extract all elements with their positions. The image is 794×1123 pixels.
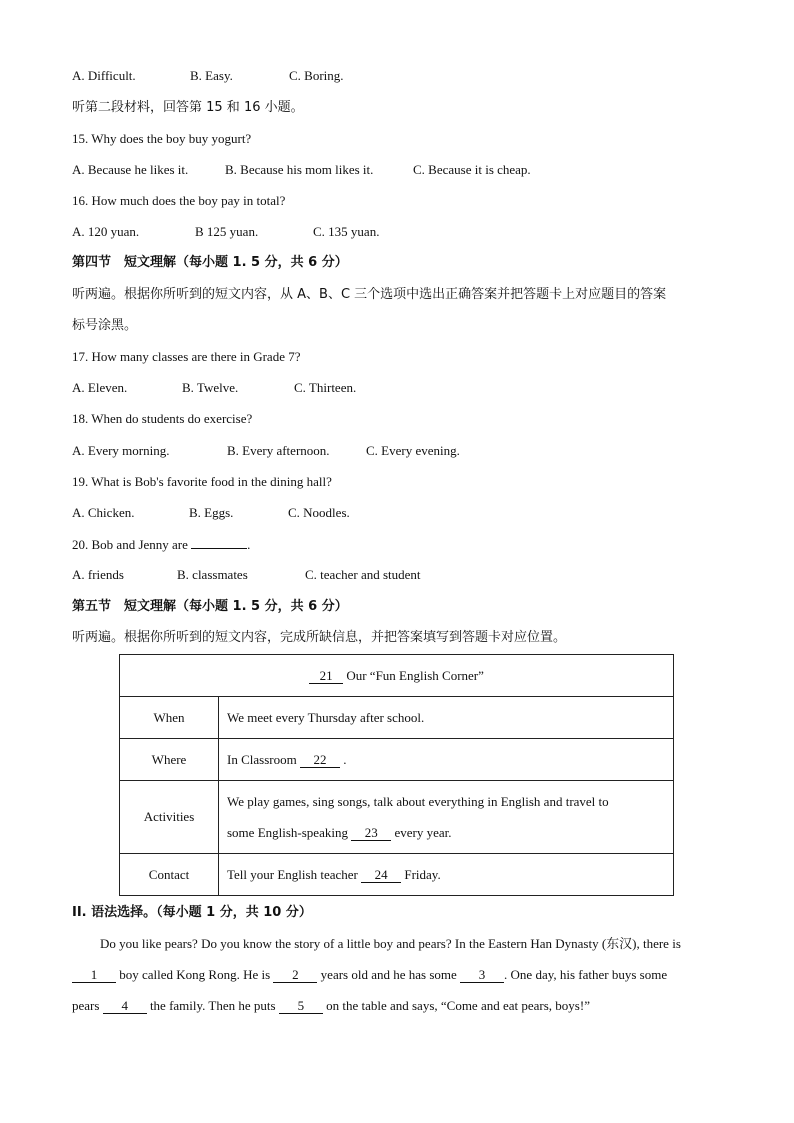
q15-option-b: B. Because his mom likes it. xyxy=(225,162,374,177)
activities-label: Activities xyxy=(120,781,219,854)
section-two-instruction: 听第二段材料，回答第 15 和 16 小题。 xyxy=(72,100,304,115)
q16-option-b: B 125 yuan. xyxy=(195,224,259,239)
blank-23: 23 xyxy=(351,826,391,841)
contact-prefix: Tell your English teacher xyxy=(227,866,358,882)
q20-question: 20. Bob and Jenny are . xyxy=(72,537,251,552)
contact-label: Contact xyxy=(120,854,219,896)
q19-option-b: B. Eggs. xyxy=(189,505,234,520)
q17-option-c: C. Thirteen. xyxy=(294,380,357,395)
table-title-row xyxy=(120,655,674,697)
blank-22: 22 xyxy=(300,753,340,768)
activities-value xyxy=(219,781,674,854)
passage-text-4: the family. Then he puts xyxy=(149,998,276,1013)
table-title-cell xyxy=(120,655,674,697)
q20-answer-blank xyxy=(191,536,247,549)
q18-option-a: A. Every morning. xyxy=(72,443,170,458)
q18-option-c: C. Every evening. xyxy=(366,443,460,458)
table-title-text: Our “Fun English Corner” xyxy=(346,667,484,683)
q20-option-c: C. teacher and student xyxy=(305,567,421,582)
q20-option-a: A. friends xyxy=(72,567,124,582)
passage-text-1: boy called Kong Rong. He is xyxy=(119,967,271,982)
blank-5: 5 xyxy=(279,999,323,1014)
q16-option-a: A. 120 yuan. xyxy=(72,224,140,239)
contact-value xyxy=(219,854,674,896)
q14-option-a: A. Difficult. xyxy=(72,68,136,83)
blank-1: 1 xyxy=(72,968,116,983)
activities-line2-suffix: every year. xyxy=(394,825,452,840)
fun-english-corner-table xyxy=(119,654,674,896)
where-suffix: . xyxy=(343,751,347,767)
q19-question: 19. What is Bob's favorite food in the dining hall? xyxy=(72,474,332,489)
q14-option-c: C. Boring. xyxy=(289,68,344,83)
q16-option-c: C. 135 yuan. xyxy=(313,224,380,239)
part4-heading: 第四节 短文理解（每小题 1. 5 分，共 6 分） xyxy=(72,255,348,270)
q17-option-a: A. Eleven. xyxy=(72,380,128,395)
table-row-contact xyxy=(120,854,674,896)
blank-24: 24 xyxy=(361,868,401,883)
activities-line1: We play games, sing songs, talk about everything in English and travel to xyxy=(227,794,609,809)
when-label: When xyxy=(120,697,219,739)
q17-option-b: B. Twelve. xyxy=(182,380,239,395)
where-value xyxy=(219,739,674,781)
q16-question: 16. How much does the boy pay in total? xyxy=(72,193,286,208)
grammar-heading: II. 语法选择。（每小题 1 分，共 10 分） xyxy=(72,905,312,920)
passage-text-0: pears xyxy=(72,998,100,1013)
q15-question: 15. Why does the boy buy yogurt? xyxy=(72,131,252,146)
table-row-when xyxy=(120,697,674,739)
contact-suffix: Friday. xyxy=(404,866,441,882)
where-label: Where xyxy=(120,739,219,781)
part5-instruction: 听两遍。根据你所听到的短文内容，完成所缺信息，并把答案填写到答题卡对应位置。 xyxy=(72,630,567,645)
part4-instruction-line1: 听两遍。根据你所听到的短文内容，从 A、B、C 三个选项中选出正确答案并把答题卡上对应题目的答案 xyxy=(72,287,667,302)
table-row-where xyxy=(120,739,674,781)
passage-line1: Do you like pears? Do you know the story of a little boy and pears? In the Eastern Han Dynasty (东汉), there is xyxy=(100,936,681,951)
table-row-activities xyxy=(120,781,674,854)
blank-3: 3 xyxy=(460,968,504,983)
part4-instruction-line2: 标号涂黑。 xyxy=(72,318,138,333)
activities-line2 xyxy=(227,817,665,848)
where-prefix: In Classroom xyxy=(227,751,297,767)
passage-line2 xyxy=(72,959,724,990)
q19-option-a: A. Chicken. xyxy=(72,505,135,520)
grammar-passage xyxy=(72,928,724,1021)
q17-question: 17. How many classes are there in Grade 7? xyxy=(72,349,301,364)
passage-line3 xyxy=(72,990,724,1021)
q18-question: 18. When do students do exercise? xyxy=(72,411,253,426)
q14-option-b: B. Easy. xyxy=(190,68,233,83)
part5-heading: 第五节 短文理解（每小题 1. 5 分，共 6 分） xyxy=(72,599,348,614)
q18-option-b: B. Every afternoon. xyxy=(227,443,330,458)
q19-option-c: C. Noodles. xyxy=(288,505,350,520)
blank-21: 21 xyxy=(309,669,343,684)
q15-option-a: A. Because he likes it. xyxy=(72,162,189,177)
passage-text-2: years old and he has some xyxy=(320,967,457,982)
passage-text-5: on the table and says, “Come and eat pears, boys!” xyxy=(326,998,590,1013)
when-value: We meet every Thursday after school. xyxy=(219,697,674,739)
q20-question-text: 20. Bob and Jenny are xyxy=(72,537,188,552)
q20-option-b: B. classmates xyxy=(177,567,248,582)
blank-2: 2 xyxy=(273,968,317,983)
passage-text-3: . One day, his father buys some xyxy=(504,967,668,982)
blank-4: 4 xyxy=(103,999,147,1014)
activities-line2-prefix: some English-speaking xyxy=(227,825,348,840)
q15-option-c: C. Because it is cheap. xyxy=(413,162,531,177)
